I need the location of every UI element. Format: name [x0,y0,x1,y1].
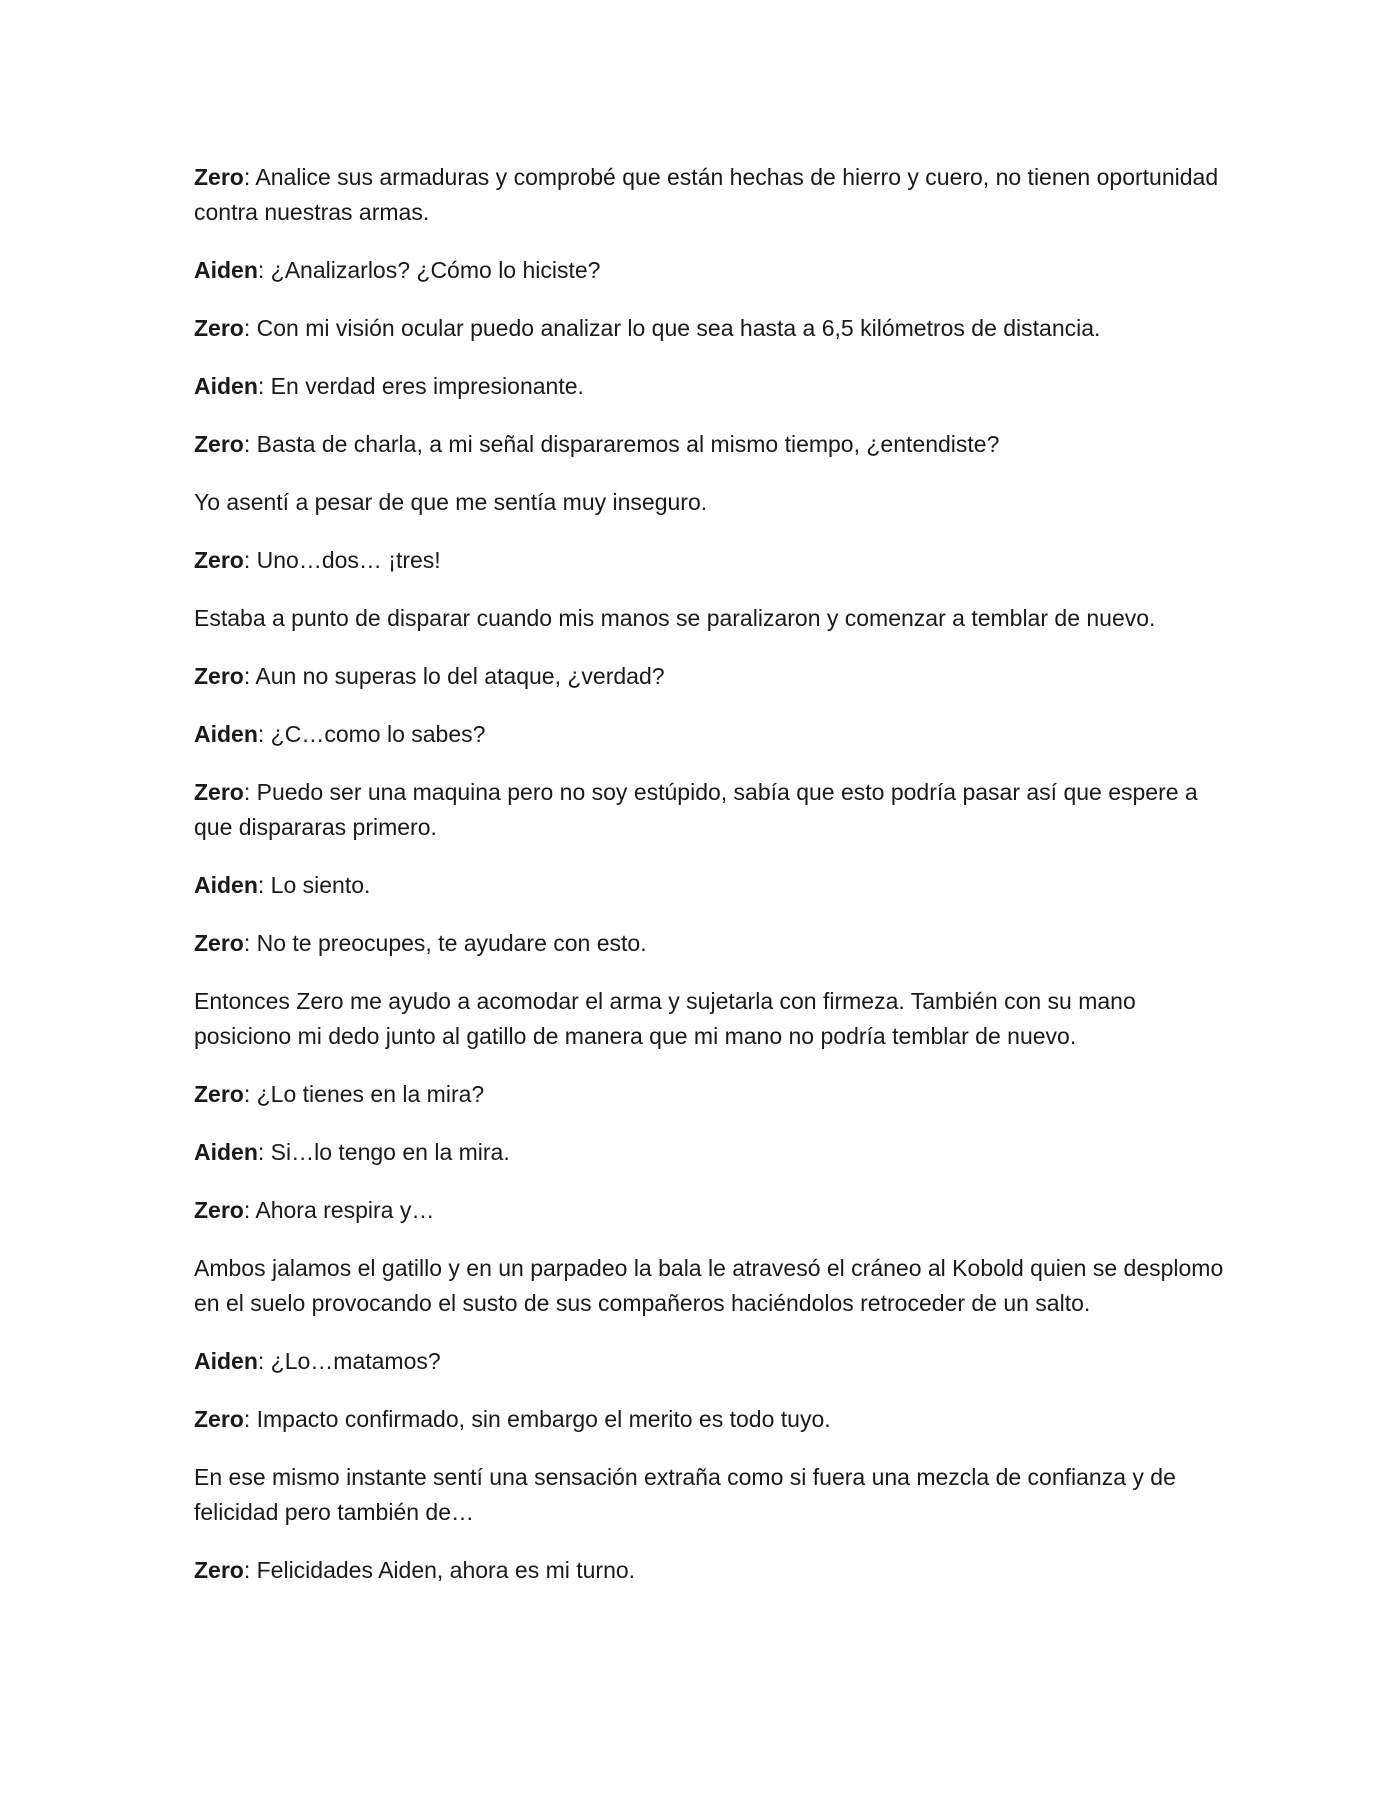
paragraph [194,160,1224,230]
narration-paragraph [194,601,1224,636]
paragraph [194,543,1224,578]
paragraph [194,1193,1224,1228]
speaker-name: Zero [194,930,244,956]
paragraph-text: Entonces Zero me ayudo a acomodar el arma y sujetarla con firmeza. También con su mano posiciono mi dedo junto al gatillo de manera que mi mano no podría temblar de nuevo. [194,988,1136,1049]
speaker-name: Aiden [194,257,258,283]
speaker-name: Zero [194,663,244,689]
paragraph [194,1344,1224,1379]
paragraph-text: Yo asentí a pesar de que me sentía muy inseguro. [194,489,708,515]
paragraph [194,1553,1224,1588]
document-page [194,160,1224,1611]
speaker-name: Zero [194,1197,244,1223]
paragraph [194,1402,1224,1437]
paragraph [194,659,1224,694]
paragraph-text: Estaba a punto de disparar cuando mis manos se paralizaron y comenzar a temblar de nuevo. [194,605,1156,631]
paragraph-text: : Ahora respira y… [243,1197,435,1223]
paragraph-text: : Lo siento. [257,872,371,898]
speaker-name: Zero [194,431,244,457]
paragraph [194,775,1224,845]
speaker-name: Aiden [194,872,258,898]
paragraph-text: : Analice sus armaduras y comprobé que están hechas de hierro y cuero, no tienen oportunidad contra nuestras armas. [194,164,1219,225]
paragraph-text: : ¿Lo tienes en la mira? [243,1081,485,1107]
speaker-name: Zero [194,315,244,341]
narration-paragraph [194,984,1224,1054]
paragraph-text: : Felicidades Aiden, ahora es mi turno. [243,1557,636,1583]
speaker-name: Zero [194,1081,244,1107]
paragraph-text: Ambos jalamos el gatillo y en un parpadeo la bala le atravesó el cráneo al Kobold quien se desplomo en el suelo provocando el susto de sus compañeros haciéndolos retroceder de un salto. [194,1255,1224,1316]
speaker-name: Zero [194,164,244,190]
paragraph-text: : Si…lo tengo en la mira. [257,1139,510,1165]
speaker-name: Zero [194,779,244,805]
paragraph [194,926,1224,961]
speaker-name: Aiden [194,1139,258,1165]
paragraph-text: : ¿C…como lo sabes? [257,721,486,747]
speaker-name: Aiden [194,721,258,747]
paragraph-text: : No te preocupes, te ayudare con esto. [243,930,647,956]
narration-paragraph [194,1251,1224,1321]
paragraph-text: : Impacto confirmado, sin embargo el merito es todo tuyo. [243,1406,831,1432]
narration-paragraph [194,485,1224,520]
paragraph-text: : Uno…dos… ¡tres! [243,547,441,573]
paragraph-text: : ¿Lo…matamos? [257,1348,441,1374]
speaker-name: Zero [194,1406,244,1432]
speaker-name: Zero [194,547,244,573]
paragraph [194,253,1224,288]
paragraph-text: : Con mi visión ocular puedo analizar lo que sea hasta a 6,5 kilómetros de distancia. [243,315,1101,341]
speaker-name: Aiden [194,373,258,399]
paragraph-text: : Puedo ser una maquina pero no soy estúpido, sabía que esto podría pasar así que espere a que dispararas primero. [194,779,1198,840]
speaker-name: Aiden [194,1348,258,1374]
paragraph-text: : ¿Analizarlos? ¿Cómo lo hiciste? [257,257,601,283]
narration-paragraph [194,1460,1224,1530]
paragraph [194,427,1224,462]
paragraph [194,369,1224,404]
paragraph [194,1135,1224,1170]
paragraph-text: : En verdad eres impresionante. [257,373,584,399]
paragraph [194,311,1224,346]
speaker-name: Zero [194,1557,244,1583]
paragraph [194,1077,1224,1112]
paragraph-text: : Aun no superas lo del ataque, ¿verdad? [243,663,665,689]
paragraph [194,868,1224,903]
paragraph [194,717,1224,752]
paragraph-text: En ese mismo instante sentí una sensación extraña como si fuera una mezcla de confianza y de felicidad pero también de… [194,1464,1176,1525]
paragraph-text: : Basta de charla, a mi señal dispararemos al mismo tiempo, ¿entendiste? [243,431,1000,457]
